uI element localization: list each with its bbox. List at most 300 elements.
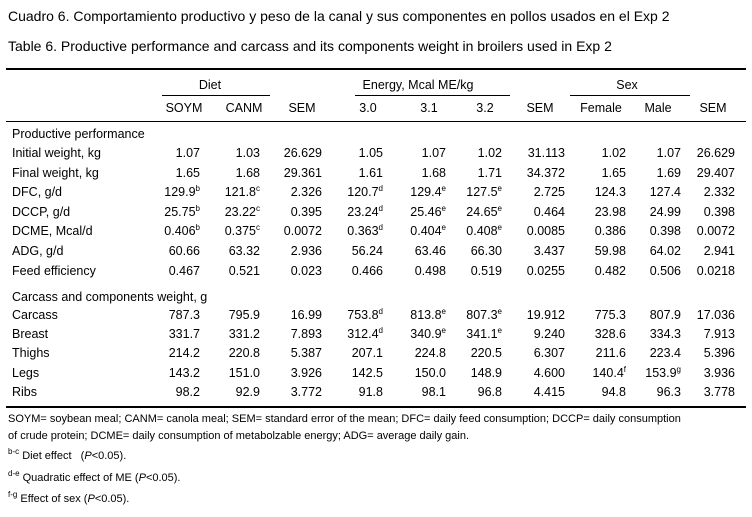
- cell-value: 25.46: [410, 205, 442, 219]
- cell-value: 0.521: [228, 264, 260, 278]
- table-cell: [478, 166, 502, 180]
- cell-value: 1.02: [477, 146, 502, 160]
- cell-superscript: e: [441, 223, 446, 232]
- cell-value: 1.61: [358, 166, 383, 180]
- table-cell: [359, 166, 383, 180]
- table-cell: [410, 327, 446, 341]
- cell-superscript: f: [623, 365, 626, 374]
- column-header-canm: CANM: [225, 101, 263, 115]
- table-cell: [657, 166, 681, 180]
- table-cell: [236, 385, 260, 399]
- cell-value: 4.415: [533, 385, 565, 399]
- table-cell: [466, 185, 502, 199]
- table-cell: [650, 185, 681, 199]
- diet-group-underline: [162, 95, 270, 96]
- table-cell: [410, 185, 446, 199]
- table-cell: [284, 166, 322, 180]
- cell-value: 23.24: [347, 205, 379, 219]
- table-cell: [291, 308, 322, 322]
- cell-value: 0.395: [290, 205, 322, 219]
- cell-value: 807.9: [649, 308, 681, 322]
- cell-value: 207.1: [351, 346, 383, 360]
- cell-value: 29.361: [283, 166, 322, 180]
- table-cell: [527, 264, 565, 278]
- column-header-energy-3-2: 3.2: [476, 101, 494, 115]
- column-header-sem-energy: SEM: [526, 101, 554, 115]
- cell-value: 0.386: [594, 224, 626, 238]
- cell-value: 6.307: [533, 346, 565, 360]
- caption-spanish: Cuadro 6. Comportamiento productivo y peso de la canal y sus componentes en pollos usados en el Exp 2: [8, 8, 670, 24]
- table-cell: [229, 366, 260, 380]
- cell-value: 91.8: [358, 385, 383, 399]
- table-cell: [697, 308, 735, 322]
- table-cell: [527, 224, 565, 238]
- cell-value: 0.519: [470, 264, 502, 278]
- cell-value: 1.68: [235, 166, 260, 180]
- table-header-rule: [6, 121, 746, 122]
- cell-value: 1.68: [421, 166, 446, 180]
- table-cell: [704, 327, 735, 341]
- table-cell: [352, 366, 383, 380]
- cell-value: 1.03: [235, 146, 260, 160]
- table-cell: [347, 308, 383, 322]
- table-cell: [697, 224, 735, 238]
- cell-value: 63.46: [414, 244, 446, 258]
- cell-value: 31.113: [527, 146, 565, 160]
- table-cell: [466, 205, 502, 219]
- cell-value: 0.498: [414, 264, 446, 278]
- cell-value: 340.9: [410, 327, 442, 341]
- table-cell: [291, 205, 322, 219]
- cell-value: 148.9: [470, 366, 502, 380]
- table-cell: [291, 327, 322, 341]
- cell-value: 9.240: [533, 327, 565, 341]
- cell-superscript: d: [378, 223, 383, 232]
- table-cell: [164, 185, 200, 199]
- cell-value: 3.778: [703, 385, 735, 399]
- table-cell: [291, 346, 322, 360]
- table-cell: [650, 205, 681, 219]
- cell-value: 1.65: [601, 166, 626, 180]
- cell-value: 0.0072: [283, 224, 322, 238]
- cell-superscript: d: [378, 184, 383, 193]
- cell-value: 129.9: [164, 185, 196, 199]
- cell-value: 0.0255: [526, 264, 565, 278]
- table-cell: [164, 205, 200, 219]
- table-cell: [592, 366, 626, 380]
- cell-value: 63.32: [228, 244, 260, 258]
- cell-value: 0.464: [533, 205, 565, 219]
- row-label: Legs: [12, 366, 40, 380]
- footnote-abbreviations-1: SOYM= soybean meal; CANM= canola meal; SEM= standard error of the mean; DFC= daily feed consumption; DCCP= daily consumption: [8, 413, 681, 425]
- cell-value: 807.3: [466, 308, 498, 322]
- row-label: ADG, g/d: [12, 244, 64, 258]
- table-cell: [352, 264, 383, 278]
- cell-value: 753.8: [347, 308, 379, 322]
- cell-value: 34.372: [526, 166, 565, 180]
- table-cell: [466, 327, 502, 341]
- table-cell: [229, 327, 260, 341]
- table-cell: [704, 244, 735, 258]
- table-cell: [415, 264, 446, 278]
- cell-value: 1.07: [421, 146, 446, 160]
- table-bottom-rule: [6, 406, 746, 408]
- table-cell: [595, 224, 626, 238]
- cell-value: 98.1: [421, 385, 446, 399]
- table-cell: [657, 146, 681, 160]
- table-cell: [471, 346, 502, 360]
- cell-superscript: e: [497, 204, 502, 213]
- table-cell: [422, 166, 446, 180]
- cell-value: 775.3: [594, 308, 626, 322]
- cell-value: 151.0: [228, 366, 260, 380]
- table-cell: [595, 264, 626, 278]
- cell-value: 1.69: [656, 166, 681, 180]
- table-cell: [169, 346, 200, 360]
- table-cell: [602, 385, 626, 399]
- energy-group-underline: [355, 95, 510, 96]
- table-cell: [534, 205, 565, 219]
- table-cell: [466, 308, 502, 322]
- cell-superscript: e: [497, 326, 502, 335]
- table-cell: [704, 366, 735, 380]
- table-cell: [347, 327, 383, 341]
- cell-value: 66.30: [470, 244, 502, 258]
- section-title: Productive performance: [12, 127, 145, 141]
- table-cell: [602, 146, 626, 160]
- cell-value: 312.4: [347, 327, 379, 341]
- column-header-female: Female: [580, 101, 622, 115]
- table-cell: [527, 308, 565, 322]
- table-cell: [176, 146, 200, 160]
- cell-superscript: b: [195, 204, 200, 213]
- cell-value: 3.936: [703, 366, 735, 380]
- table-cell: [225, 185, 260, 199]
- table-cell: [534, 346, 565, 360]
- group-header-diet: Diet: [198, 78, 222, 92]
- table-cell: [422, 385, 446, 399]
- cell-value: 16.99: [290, 308, 322, 322]
- cell-value: 0.467: [168, 264, 200, 278]
- cell-value: 124.3: [594, 185, 626, 199]
- cell-value: 0.506: [649, 264, 681, 278]
- column-header-sem-diet: SEM: [288, 101, 316, 115]
- cell-value: 140.4: [592, 366, 624, 380]
- cell-value: 0.466: [351, 264, 383, 278]
- table-cell: [225, 224, 260, 238]
- cell-value: 2.332: [703, 185, 735, 199]
- cell-value: 153.9: [645, 366, 677, 380]
- cell-value: 56.24: [351, 244, 383, 258]
- cell-value: 142.5: [351, 366, 383, 380]
- sex-group-underline: [570, 95, 690, 96]
- section-title: Carcass and components weight, g: [12, 290, 208, 304]
- table-cell: [229, 244, 260, 258]
- table-cell: [471, 366, 502, 380]
- table-cell: [478, 385, 502, 399]
- cell-value: 1.05: [358, 146, 383, 160]
- cell-superscript: c: [256, 204, 260, 213]
- cell-value: 26.629: [283, 146, 322, 160]
- cell-value: 0.0218: [696, 264, 735, 278]
- table-cell: [176, 385, 200, 399]
- row-label: Final weight, kg: [12, 166, 99, 180]
- cell-value: 129.4: [410, 185, 442, 199]
- cell-value: 3.926: [290, 366, 322, 380]
- cell-value: 5.387: [290, 346, 322, 360]
- cell-value: 224.8: [414, 346, 446, 360]
- cell-value: 0.023: [290, 264, 322, 278]
- cell-superscript: g: [676, 365, 681, 374]
- table-cell: [347, 185, 383, 199]
- cell-value: 3.772: [290, 385, 322, 399]
- table-cell: [229, 346, 260, 360]
- cell-value: 220.8: [228, 346, 260, 360]
- table-cell: [595, 308, 626, 322]
- table-cell: [704, 346, 735, 360]
- table-cell: [528, 146, 565, 160]
- cell-value: 787.3: [168, 308, 200, 322]
- cell-value: 92.9: [235, 385, 260, 399]
- table-cell: [478, 146, 502, 160]
- cell-value: 7.893: [290, 327, 322, 341]
- cell-value: 127.4: [649, 185, 681, 199]
- table-cell: [534, 185, 565, 199]
- table-cell: [410, 308, 446, 322]
- cell-value: 23.98: [594, 205, 626, 219]
- cell-superscript: e: [441, 184, 446, 193]
- table-cell: [410, 224, 446, 238]
- cell-value: 0.0072: [696, 224, 735, 238]
- cell-superscript: c: [256, 184, 260, 193]
- cell-value: 25.75: [164, 205, 196, 219]
- cell-superscript: e: [441, 307, 446, 316]
- table-cell: [284, 224, 322, 238]
- table-cell: [347, 224, 383, 238]
- cell-value: 64.02: [649, 244, 681, 258]
- cell-value: 121.8: [224, 185, 256, 199]
- column-header-soym: SOYM: [165, 101, 203, 115]
- table-cell: [347, 205, 383, 219]
- cell-value: 0.406: [164, 224, 196, 238]
- table-top-rule: [6, 68, 746, 70]
- cell-value: 334.3: [649, 327, 681, 341]
- table-cell: [650, 224, 681, 238]
- cell-superscript: c: [256, 223, 260, 232]
- cell-value: 1.02: [601, 146, 626, 160]
- row-label: Breast: [12, 327, 49, 341]
- cell-value: 0.363: [347, 224, 379, 238]
- cell-value: 127.5: [466, 185, 498, 199]
- cell-value: 150.0: [414, 366, 446, 380]
- table-cell: [169, 366, 200, 380]
- cell-value: 120.7: [347, 185, 379, 199]
- cell-value: 26.629: [696, 146, 735, 160]
- cell-superscript: e: [497, 184, 502, 193]
- cell-value: 96.3: [656, 385, 681, 399]
- table-cell: [650, 308, 681, 322]
- table-cell: [352, 244, 383, 258]
- cell-superscript: d: [378, 326, 383, 335]
- cell-value: 17.036: [696, 308, 735, 322]
- table-cell: [415, 244, 446, 258]
- table-cell: [291, 244, 322, 258]
- footnote-sex-effect: $^{f-g}$ Effect of sex (P<0.05).: [8, 490, 130, 505]
- table-cell: [602, 166, 626, 180]
- cell-value: 214.2: [168, 346, 200, 360]
- table-cell: [415, 346, 446, 360]
- cell-value: 23.22: [224, 205, 256, 219]
- cell-value: 24.99: [649, 205, 681, 219]
- table-cell: [697, 146, 735, 160]
- cell-value: 0.398: [703, 205, 735, 219]
- cell-value: 19.912: [526, 308, 565, 322]
- row-label: Carcass: [12, 308, 58, 322]
- table-cell: [229, 264, 260, 278]
- table-cell: [352, 346, 383, 360]
- cell-value: 0.398: [649, 224, 681, 238]
- row-label: Initial weight, kg: [12, 146, 101, 160]
- cell-value: 331.2: [228, 327, 260, 341]
- cell-value: 94.8: [601, 385, 626, 399]
- table-cell: [225, 205, 260, 219]
- cell-value: 4.600: [533, 366, 565, 380]
- cell-value: 331.7: [168, 327, 200, 341]
- table-cell: [650, 244, 681, 258]
- cell-value: 0.482: [594, 264, 626, 278]
- cell-value: 59.98: [594, 244, 626, 258]
- table-cell: [595, 327, 626, 341]
- column-header-energy-3-1: 3.1: [420, 101, 438, 115]
- table-cell: [291, 385, 322, 399]
- table-cell: [169, 264, 200, 278]
- cell-value: 1.65: [175, 166, 200, 180]
- table-cell: [169, 308, 200, 322]
- table-cell: [471, 244, 502, 258]
- cell-value: 1.07: [175, 146, 200, 160]
- cell-superscript: e: [441, 204, 446, 213]
- cell-value: 29.407: [696, 166, 735, 180]
- column-header-sem-sex: SEM: [699, 101, 727, 115]
- cell-value: 143.2: [168, 366, 200, 380]
- cell-superscript: e: [441, 326, 446, 335]
- cell-value: 1.71: [477, 166, 502, 180]
- cell-value: 0.404: [410, 224, 442, 238]
- cell-value: 220.5: [470, 346, 502, 360]
- cell-value: 223.4: [649, 346, 681, 360]
- table-cell: [534, 244, 565, 258]
- table-cell: [169, 327, 200, 341]
- table-cell: [704, 205, 735, 219]
- table-cell: [650, 264, 681, 278]
- column-header-male: Male: [644, 101, 672, 115]
- table-cell: [291, 366, 322, 380]
- cell-value: 2.326: [290, 185, 322, 199]
- cell-value: 2.941: [703, 244, 735, 258]
- row-label: Feed efficiency: [12, 264, 96, 278]
- table-cell: [704, 385, 735, 399]
- caption-english: Table 6. Productive performance and carcass and its components weight in broilers used in Exp 2: [8, 38, 612, 54]
- table-cell: [645, 366, 681, 380]
- table-cell: [410, 205, 446, 219]
- cell-value: 328.6: [594, 327, 626, 341]
- table-cell: [697, 264, 735, 278]
- table-cell: [697, 166, 735, 180]
- footnote-abbreviations-2: of crude protein; DCME= daily consumption of metabolzable energy; ADG= average daily gain.: [8, 430, 470, 442]
- footnote-diet-effect: $^{b-c}$ Diet effect (P<0.05).: [8, 447, 127, 462]
- cell-value: 3.437: [533, 244, 565, 258]
- cell-value: 0.408: [466, 224, 498, 238]
- cell-value: 0.375: [224, 224, 256, 238]
- table-cell: [359, 385, 383, 399]
- cell-value: 96.8: [477, 385, 502, 399]
- table-cell: [229, 308, 260, 322]
- table-cell: [650, 346, 681, 360]
- row-label: DFC, g/d: [12, 185, 63, 199]
- cell-value: 24.65: [466, 205, 498, 219]
- cell-superscript: b: [195, 223, 200, 232]
- table-cell: [236, 166, 260, 180]
- table-cell: [471, 264, 502, 278]
- table-cell: [169, 244, 200, 258]
- table-cell: [415, 366, 446, 380]
- cell-superscript: d: [378, 204, 383, 213]
- cell-superscript: d: [378, 307, 383, 316]
- table-cell: [422, 146, 446, 160]
- table-cell: [466, 224, 502, 238]
- group-header-sex: Sex: [616, 78, 638, 92]
- table-cell: [527, 166, 565, 180]
- row-label: Ribs: [12, 385, 38, 399]
- table-cell: [595, 244, 626, 258]
- cell-value: 2.936: [290, 244, 322, 258]
- table-cell: [236, 146, 260, 160]
- table-cell: [176, 166, 200, 180]
- row-label: DCME, Mcal/d: [12, 224, 93, 238]
- footnote-energy-effect: $^{d-e}$ Quadratic effect of ME (P<0.05).: [8, 469, 181, 484]
- cell-value: 5.396: [703, 346, 735, 360]
- group-header-energy: Energy, Mcal ME/kg: [362, 78, 474, 92]
- cell-value: 795.9: [228, 308, 260, 322]
- table-cell: [534, 327, 565, 341]
- table-cell: [284, 146, 322, 160]
- table-cell: [164, 224, 200, 238]
- cell-value: 7.913: [703, 327, 735, 341]
- row-label: DCCP, g/d: [12, 205, 71, 219]
- cell-value: 98.2: [175, 385, 200, 399]
- table-cell: [650, 327, 681, 341]
- table-cell: [595, 205, 626, 219]
- cell-value: 0.0085: [526, 224, 565, 238]
- table-cell: [291, 264, 322, 278]
- table-cell: [534, 366, 565, 380]
- row-label: Thighs: [12, 346, 50, 360]
- table-cell: [704, 185, 735, 199]
- cell-superscript: e: [497, 307, 502, 316]
- table-cell: [595, 185, 626, 199]
- cell-value: 60.66: [168, 244, 200, 258]
- cell-value: 211.6: [595, 346, 626, 360]
- cell-superscript: b: [195, 184, 200, 193]
- cell-value: 1.07: [656, 146, 681, 160]
- cell-value: 2.725: [533, 185, 565, 199]
- cell-value: 813.8: [410, 308, 442, 322]
- cell-value: 341.1: [466, 327, 498, 341]
- table-cell: [596, 346, 626, 360]
- column-header-energy-3-0: 3.0: [359, 101, 377, 115]
- table-cell: [657, 385, 681, 399]
- table-cell: [534, 385, 565, 399]
